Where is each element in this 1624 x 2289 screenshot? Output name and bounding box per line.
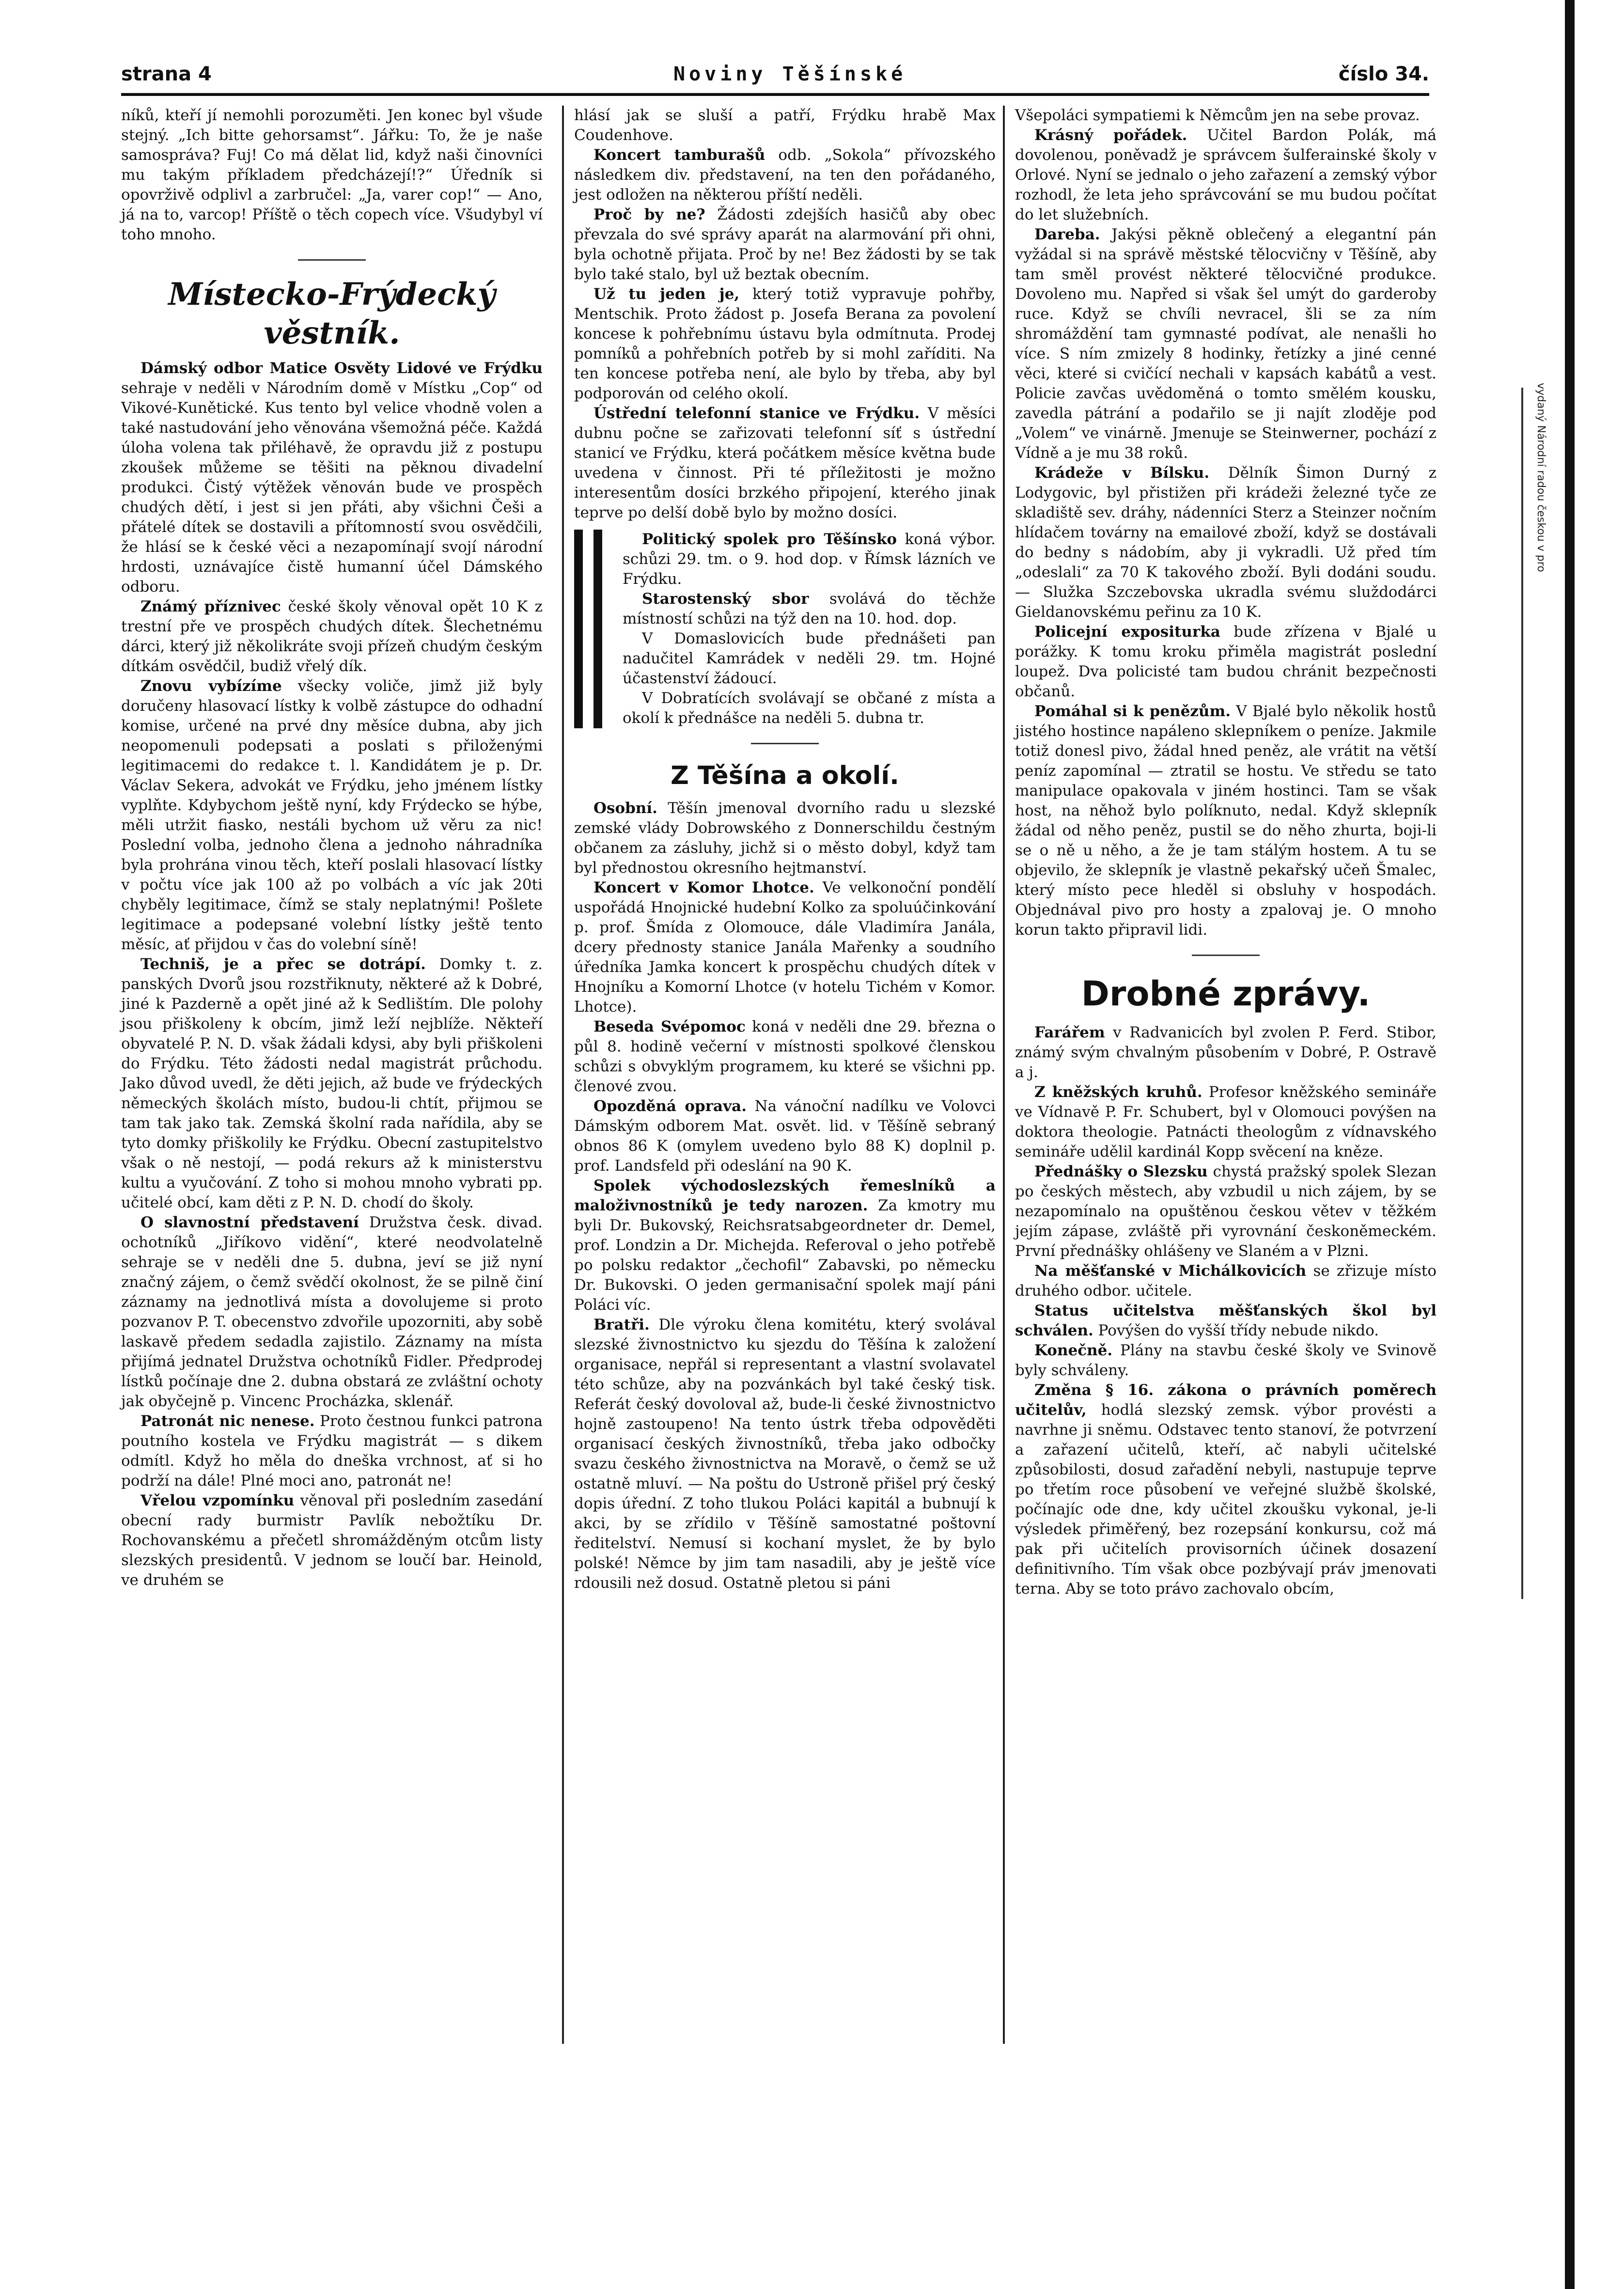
margin-stamp: vydaný Národní radou českou v pro — [1535, 383, 1547, 572]
article-lead: Policejní expositurka — [1034, 623, 1220, 641]
article-lead: Vřelou vzpomínku — [141, 1492, 295, 1509]
section-heading: Drobné zprávy. — [1081, 974, 1371, 1014]
column-separator — [562, 106, 564, 2044]
margin-rule — [1521, 388, 1523, 1599]
article-paragraph: Ústřední telefonní stanice ve Frýdku. V měsíci dubnu počne se zařizovati telefonní síť s ústřední stanicí ve Frýdku, která počátkem měsíce května bude uvedena v činnost. Při té příležitosti je možno interesentům dosíci brzkého připojení, kterého jinak teprve po delší době bylo by možno dosíci. — [574, 405, 996, 521]
article-lead: Osobní. — [593, 800, 657, 817]
notice-paragraph: V Domaslovicích bude přednášeti pan nadučitel Kamrádek v neděli 29. tm. Hojné účastenství žádoucí. — [623, 630, 996, 687]
article-paragraph: Status učitelstva měšťanských škol byl schválen. Povýšen do vyšší třídy nebude nikdo. — [1015, 1302, 1437, 1339]
article-lead: Patronát nic nenese. — [141, 1412, 315, 1430]
column-1 — [121, 106, 543, 1590]
article-paragraph: Spolek východoslezských řemeslníků a maloživnostníků je tedy narozen. Za kmotry mu byli Dr. Bukovský, Reichsratsabgeordneter dr. Demel, prof. Londzin a Dr. Michejda. Referoval o jeho potřebě po polsku redaktor „čechofil“ Zabavski, po německu Dr. Bukovski. O jeden germanisační spolek mají páni Poláci víc. — [574, 1177, 996, 1314]
page-number: strana 4 — [121, 63, 212, 85]
article-lead: Změna § 16. zákona o právních poměrech učitelův, — [1015, 1381, 1437, 1419]
article-paragraph: Policejní expositurka bude zřízena v Bjalé u porážky. K tomu kroku přiměla magistrát poslední loupež. Dva policisté tam budou chránit bezpečnosti občanů. — [1015, 623, 1437, 700]
article-lead: O slavnostní představení — [141, 1214, 359, 1231]
article-text: níků, kteří jí nemohli porozuměti. Jen konec byl všude stejný. „Ich bitte gehorsamst“. Jářku: To, že je naše samospráva? Fuj! Co má dělat lid, když naši činovníci mu takým příkladem předcházejí!?“ Úředník si opovrživě odplivl a zarbručel: „Ja, varer cop!“ — Ano, já na to, varcop! Příště o těch copech více. Všudybyl ví toho mnoho. — [121, 107, 543, 243]
article-paragraph: Už tu jeden je, který totiž vypravuje pohřby, Mentschik. Proto žádost p. Josefa Berana za povolení koncese k pohřebnímu ústavu byla odmítnuta. Prodej pomníků a pohřebních potřeb by si mohl zaříditi. Na ten koncese potřeba není, ale bylo by třeba, aby byl podporován od celého okolí. — [574, 285, 996, 402]
notice-paragraph: Politický spolek pro Těšínsko koná výbor. schůzi 29. tm. o 9. hod dop. v Římsk lázních ve Frýdku. — [623, 531, 996, 588]
article-lead: Proč by ne? — [593, 206, 705, 223]
article-lead: Pomáhal si k penězům. — [1034, 703, 1231, 720]
article-lead: Krádeže v Bílsku. — [1034, 464, 1210, 482]
article-lead: Na měšťanské v Michálkovicích — [1034, 1262, 1307, 1280]
divider — [751, 743, 819, 744]
article-lead: Znovu vybízíme — [141, 677, 282, 695]
article-lead: Spolek východoslezských řemeslníků a maloživnostníků je tedy narozen. — [574, 1177, 996, 1214]
notice-lead: Starostenský sbor — [642, 590, 809, 608]
notice-lead: Politický spolek pro Těšínsko — [642, 531, 897, 548]
article-paragraph: Farářem v Radvanicích byl zvolen P. Ferd. Stibor, známý svým chvalným působením v Dobré, P. Ostravě a j. — [1015, 1024, 1437, 1081]
newspaper-title: Noviny Těšínské — [673, 63, 907, 85]
article-paragraph: Přednášky o Slezsku chystá pražský spolek Slezan po českých městech, aby vzbudil u nich zájem, by se nezapomínalo na opuštěnou českou větev v těžkém jejím zápase, zvláště při vyrovnání českoněmeckém. První přednášky ohlášeny ve Slaném a v Plzni. — [1015, 1163, 1437, 1260]
box-bar — [574, 530, 583, 728]
notice-box — [574, 530, 996, 728]
article-lead: Dámský odbor Matice Osvěty Lidové ve Frýdku — [141, 360, 543, 377]
article-paragraph: Znovu vybízíme všecky voliče, jimž již byly doručeny hlasovací lístky k volbě zástupce do odhadní komise, určené na prvé dny měsíce dubna, aby jich neopomenuli podepsati a poslati s přiloženými legitimacemi do redakce t. l. Kandidátem je p. Dr. Václav Sekera, advokát ve Frýdku, jeho jménem lístky vyplňte. Kdybychom ještě nyní, kdy Frýdecko se hýbe, měli utržit fiasko, nestáli bychom už věru za nic! Poslední volba, jednoho člena a jednoho náhradníka byla prohrána vinou těch, kteří poslali hlasovací lístky v počtu více jak 100 až po volbách a víc jak 20ti chyběly legitimace, čímž se staly neplatnými! Pošlete legitimace a podepsané volební lístky ještě tento měsíc, ať přijdou v čas do volební síně! — [121, 677, 543, 953]
notice-paragraph: V Dobratících svolávají se občané z místa a okolí k přednášce na neděli 5. dubna tr. — [623, 690, 996, 727]
article-lead: Opozděná oprava. — [593, 1097, 747, 1115]
article-text: Všepoláci sympatiemi k Němcům jen na sebe provaz. — [1015, 107, 1420, 124]
article-lead: Ústřední telefonní stanice ve Frýdku. — [593, 405, 920, 422]
article-lead: Bratři. — [593, 1316, 650, 1333]
article-paragraph: Patronát nic nenese. Proto čestnou funkci patrona poutního kostela ve Frýdku magistrát — s dikem odmítl. Když ho měla do dneška vrchnost, ať si ho podrží na dále! Plné moci ano, patronát ne! — [121, 1412, 543, 1489]
article-lead: Farářem — [1034, 1024, 1105, 1041]
article-lead: Status učitelstva měšťanských škol byl schválen. — [1015, 1302, 1437, 1339]
article-text: hlásí jak se sluší a patří, Frýdku hrabě Max Coudenhove. — [574, 107, 996, 144]
article-lead: Známý příznivec — [141, 598, 281, 615]
article-paragraph: Koncert tamburašů odb. „Sokola“ přívozského následkem div. představení, na ten den pořádaného, jest odložen na některou příští neděli. — [574, 146, 996, 204]
article-paragraph: O slavnostní představení Družstva česk. divad. ochotníků „Jiříkovo vidění“, které neodvolatelně sehraje se v neděli dne 5. dubna, jeví se již nyní značný zájem, o čemž svědčí okolnost, že se pilně činí záznamy na jednotlivá místa a dovolujeme si proto pozvanov P. T. obecenstvo zdvořile upozorniti, aby sobě laskavě předem sedadla zajistilo. Záznamy na místa přijímá jednatel Družstva ochotníků Fidler. Předprodej lístků počínaje dne 2. dubna obstará ze zvláštní ochoty jak obyčejně p. Vincenc Procházka, sklenář. — [121, 1214, 543, 1410]
page-header — [121, 63, 1429, 92]
article-lead: Techniš, je a přec se dotrápí. — [141, 956, 426, 973]
article-paragraph: Techniš, je a přec se dotrápí. Domky t. z. panských Dvorů jsou rozstřiknuty, některé až k Dobré, jiné k Pazderně a opět jiné až k Sedlištím. Dle polohy jsou přiškoleny k obcím, jimž leží nejblíže. Někteří obyvatelé P. N. D. však žádali kdysi, aby byli přiškoleni do Frýdku. Této žádosti nedal magistrát průchodu. Jako důvod uvedl, že děti jejich, až bude ve frýdeckých německých školách místo, budou-li chtít, přijmou se tam tak jako tak. Zemská školní rada nařídila, aby se tyto domky přiškolily ke Frýdku. Obecní zastupitelstvo však o ně nestojí, — podá rekurs až k ministerstvu kultu a vyučování. Z toho si mohou mnoho vybrati pp. učitelé obcí, kam děti z P. N. D. chodí do školy. — [121, 956, 543, 1211]
article-lead: Přednášky o Slezsku — [1034, 1163, 1208, 1180]
section-heading: Z Těšína a okolí. — [671, 761, 899, 790]
column-3 — [1015, 106, 1437, 1599]
article-paragraph: Koncert v Komor Lhotce. Ve velkonoční pondělí uspořádá Hnojnické hudební Kolko za spoluúčinkování p. prof. Šmída z Olomouce, dále Vladimíra Janála, dcery přednosty stanice Janála Mařenky a soudního úředníka Jamka koncert k prospěchu chudých dítek v Hnojníku a Komorní Lhotce (v hotelu Tichém v Komor. Lhotce). — [574, 879, 996, 1016]
notice-paragraph: Starostenský sbor svolává do těchže místností schůzi na týž den na 10. hod. dop. — [623, 590, 996, 627]
column-separator — [1003, 106, 1005, 2044]
article-lead: Koncert v Komor Lhotce. — [593, 879, 814, 896]
article-lead: Beseda Svépomoc — [593, 1018, 746, 1035]
section-heading: Místecko-Frýdecký věstník. — [168, 276, 496, 351]
box-bar — [593, 530, 602, 728]
article-paragraph: Dámský odbor Matice Osvěty Lidové ve Frýdku sehraje v neděli v Národním domě v Místku „Cop“ od Vikové-Kunětické. Kus tento byl velice vhodně volen a také nastudování jeho věnována všemožná péče. Každá úloha volena tak přiléhavě, že opravdu již z postupu zkoušek můžeme se těšiti na pěknou divadelní produkci. Čistý výtěžek věnován bude ve prospěch chudých dětí, i jest si jen přáti, aby všichni Češi a přátelé dítek se dostavili a přítomností svou osvědčili, že hlásí se k české věci a nezapomínají svojí národní hrdosti, uznávajíce čistě humanní účel Dámského odboru. — [121, 360, 543, 596]
article-paragraph: Beseda Svépomoc koná v neděli dne 29. března o půl 8. hodině večerní v místnosti spolkové členskou schůzi s obvyklým programem, ku které se všichni pp. členové zvou. — [574, 1018, 996, 1095]
article-paragraph: Proč by ne? Žádosti zdejších hasičů aby obec převzala do své správy aparát na alarmování při ohni, byla ochotně přijata. Proč by ne! Bez žádosti by se tak bylo také stalo, byl už beztak obecním. — [574, 206, 996, 283]
divider — [298, 259, 366, 261]
article-paragraph: Opozděná oprava. Na vánoční nadílku ve Volovci Dámským odborem Mat. osvět. lid. v Těšíně sebraný obnos 86 K (omylem uvedeno bylo 88 K) doplnil p. prof. Landsfeld při odeslání na 90 K. — [574, 1097, 996, 1175]
article-lead: Už tu jeden je, — [593, 285, 740, 303]
column-2 — [574, 106, 996, 1593]
article-lead: Krásný pořádek. — [1034, 126, 1187, 144]
article-paragraph: Bratři. Dle výroku člena komitétu, který svolával slezské živnostnictvo ku sjezdu do Těšína k založení organisace, nepřál si representant a vlastní svolavatel této schůze, aby na pozvánkách byl také český tisk. Referát český dovoloval až, bude-li české živnostnictvo hojně zastoupeno! Na tento ústrk třeba odpověděti organisací českých živnostníků, třeba jako odbočky svazu českého živnostnictva na Moravě, o čemž se už ostatně mluví. — Na poštu do Ustroně přišel prý český dopis úřední. Z toho tlukou Poláci kapitál a bubnují k akci, by se zřídilo v Těšíně samostatné poštovní ředitelství. Nemusí si kochaní myslet, že by bylo polské! Němce by jim tam nasadili, aby je ještě více rdousili než dosud. Ostatně pletou si páni — [574, 1316, 996, 1592]
article-lead: Dareba. — [1034, 226, 1100, 243]
article-paragraph: Krádeže v Bílsku. Dělník Šimon Durný z Lodygovic, byl přistižen při krádeži železné tyče ze skladiště sev. dráhy, nádenníci Sterz a Steinzer nočním hlídačem továrny na emailové zboží, když se dostávali do bedny s nádobím, aby ji vykradli. Už před tím „odeslali“ za 70 K takového zboží. Byli dodáni soudu. — Služka Szczebovska ukradla svému služdodárci Gieldanovskému peřinu za 10 K. — [1015, 464, 1437, 621]
article-paragraph: Známý příznivec české školy věnoval opět 10 K z trestní pře ve prospěch chudých dítek. Šlechetnému dárci, který již několikráte svoji přízeň chudým českým dítkám osvědčil, budiž vřelý dík. — [121, 598, 543, 675]
article-lead: Konečně. — [1034, 1342, 1113, 1359]
divider — [1192, 955, 1260, 956]
article-lead: Z kněžských kruhů. — [1034, 1083, 1202, 1101]
article-paragraph: Pomáhal si k penězům. V Bjalé bylo několik hostů jistého hostince napáleno sklepníkem o peníze. Jakmile totiž donesl pivo, žádal hned peněz, ale vrátit na větší peníz zapomínal — ztratil se hostu. Ve středu se tato manipulace opakovala v jiném hostinci. Tam se však host, na něhož bylo políknuto, nedal. Když sklepník žádal od něho peněz, pustil se do něho zhurta, boji-li se o ně u něho, a že je tam stálým hostem. A tu se objevilo, že sklepník je vlastně pekařský učeň Šmalec, který místo pece hleděl si obsluhy v hospodách. Objednával pivo pro hosty a zpalovaj je. O mnoho korun takto připravil lidi. — [1015, 703, 1437, 939]
article-paragraph: Osobní. Těšín jmenoval dvorního radu u slezské zemské vlády Dobrowského z Donnerschildu čestným občanem za zásluhy, jichž si o město dobyl, když tam byl přednostou okresního hejtmanství. — [574, 800, 996, 877]
header-rule — [121, 93, 1429, 96]
article-paragraph: Dareba. Jakýsi pěkně oblečený a elegantní pán vyžádal si na správě městské tělocvičny v Těšíně, aby tam směl provést některé tělocvičné produkce. Dovoleno mu. Napřed si však šel umýt do garderoby ruce. Když se chvíli nevracel, šli se za ním shromáždění tam gymnasté podívat, ale nenašli ho více. S ním zmizely 8 hodinky, řetízky a jiné cenné věci, které si cvičící nechali v kapsách kabátů a vest. Policie zavčas uvědoměná o tomto smělém kousku, zavedla pátrání a podařilo se ji najít zloděje pod „Volem“ ve vinárně. Jmenuje se Steinwerner, pochází z Vídně a je mu 38 roků. — [1015, 226, 1437, 462]
article-paragraph: Krásný pořádek. Učitel Bardon Polák, má dovolenou, poněvadž je správcem šulferainské školy v Orlové. Nyní se jednalo o jeho zařazení a zemský výbor rozhodl, že leta jeho správcování se mu budou počítat do let služebních. — [1015, 126, 1437, 223]
scan-edge-bar — [1565, 0, 1575, 2289]
issue-number: číslo 34. — [1338, 63, 1429, 85]
article-paragraph: Na měšťanské v Michálkovicích se zřizuje místo druhého odbor. učitele. — [1015, 1262, 1437, 1300]
article-lead: Koncert tamburašů — [593, 146, 765, 164]
article-paragraph: Z kněžských kruhů. Profesor kněžského semináře ve Vídnavě P. Fr. Schubert, byl v Olomouci povýšen na doktora theologie. Patnácti theologům z vídnavského semináře udělil kardinál Kopp svěcení na kněze. — [1015, 1083, 1437, 1160]
article-paragraph: Vřelou vzpomínku věnoval při posledním zasedání obecní rady burmistr Pavlík nebožtíku Dr. Rochovanskému a přečetl shromážděným otcům listy slezských presidentů. V jednom se loučí bar. Heinold, ve druhém se — [121, 1492, 543, 1589]
article-paragraph: Změna § 16. zákona o právních poměrech učitelův, hodlá slezský zemsk. výbor provésti a navrhne ji sněmu. Odstavec tento stanoví, že potvrzení a zařazení učitelů, kteří, ač nabyli učitelské způsobilosti, dosud zařadění nebyli, nastupuje teprve po třetím roce působení ve veřejné službě školské, počínajíc ode dne, kdy učitel zkoušku vykonal, je-li výsledek přiměřený, bez rozepsání konkursu, což má pak při učitelích provisorních účinek dosazení definitivního. Tím však obce pozbývají práv jmenovati terna. Aby se toto právo zachovalo obcím, — [1015, 1381, 1437, 1598]
article-paragraph: Konečně. Plány na stavbu české školy ve Svinově byly schváleny. — [1015, 1342, 1437, 1379]
